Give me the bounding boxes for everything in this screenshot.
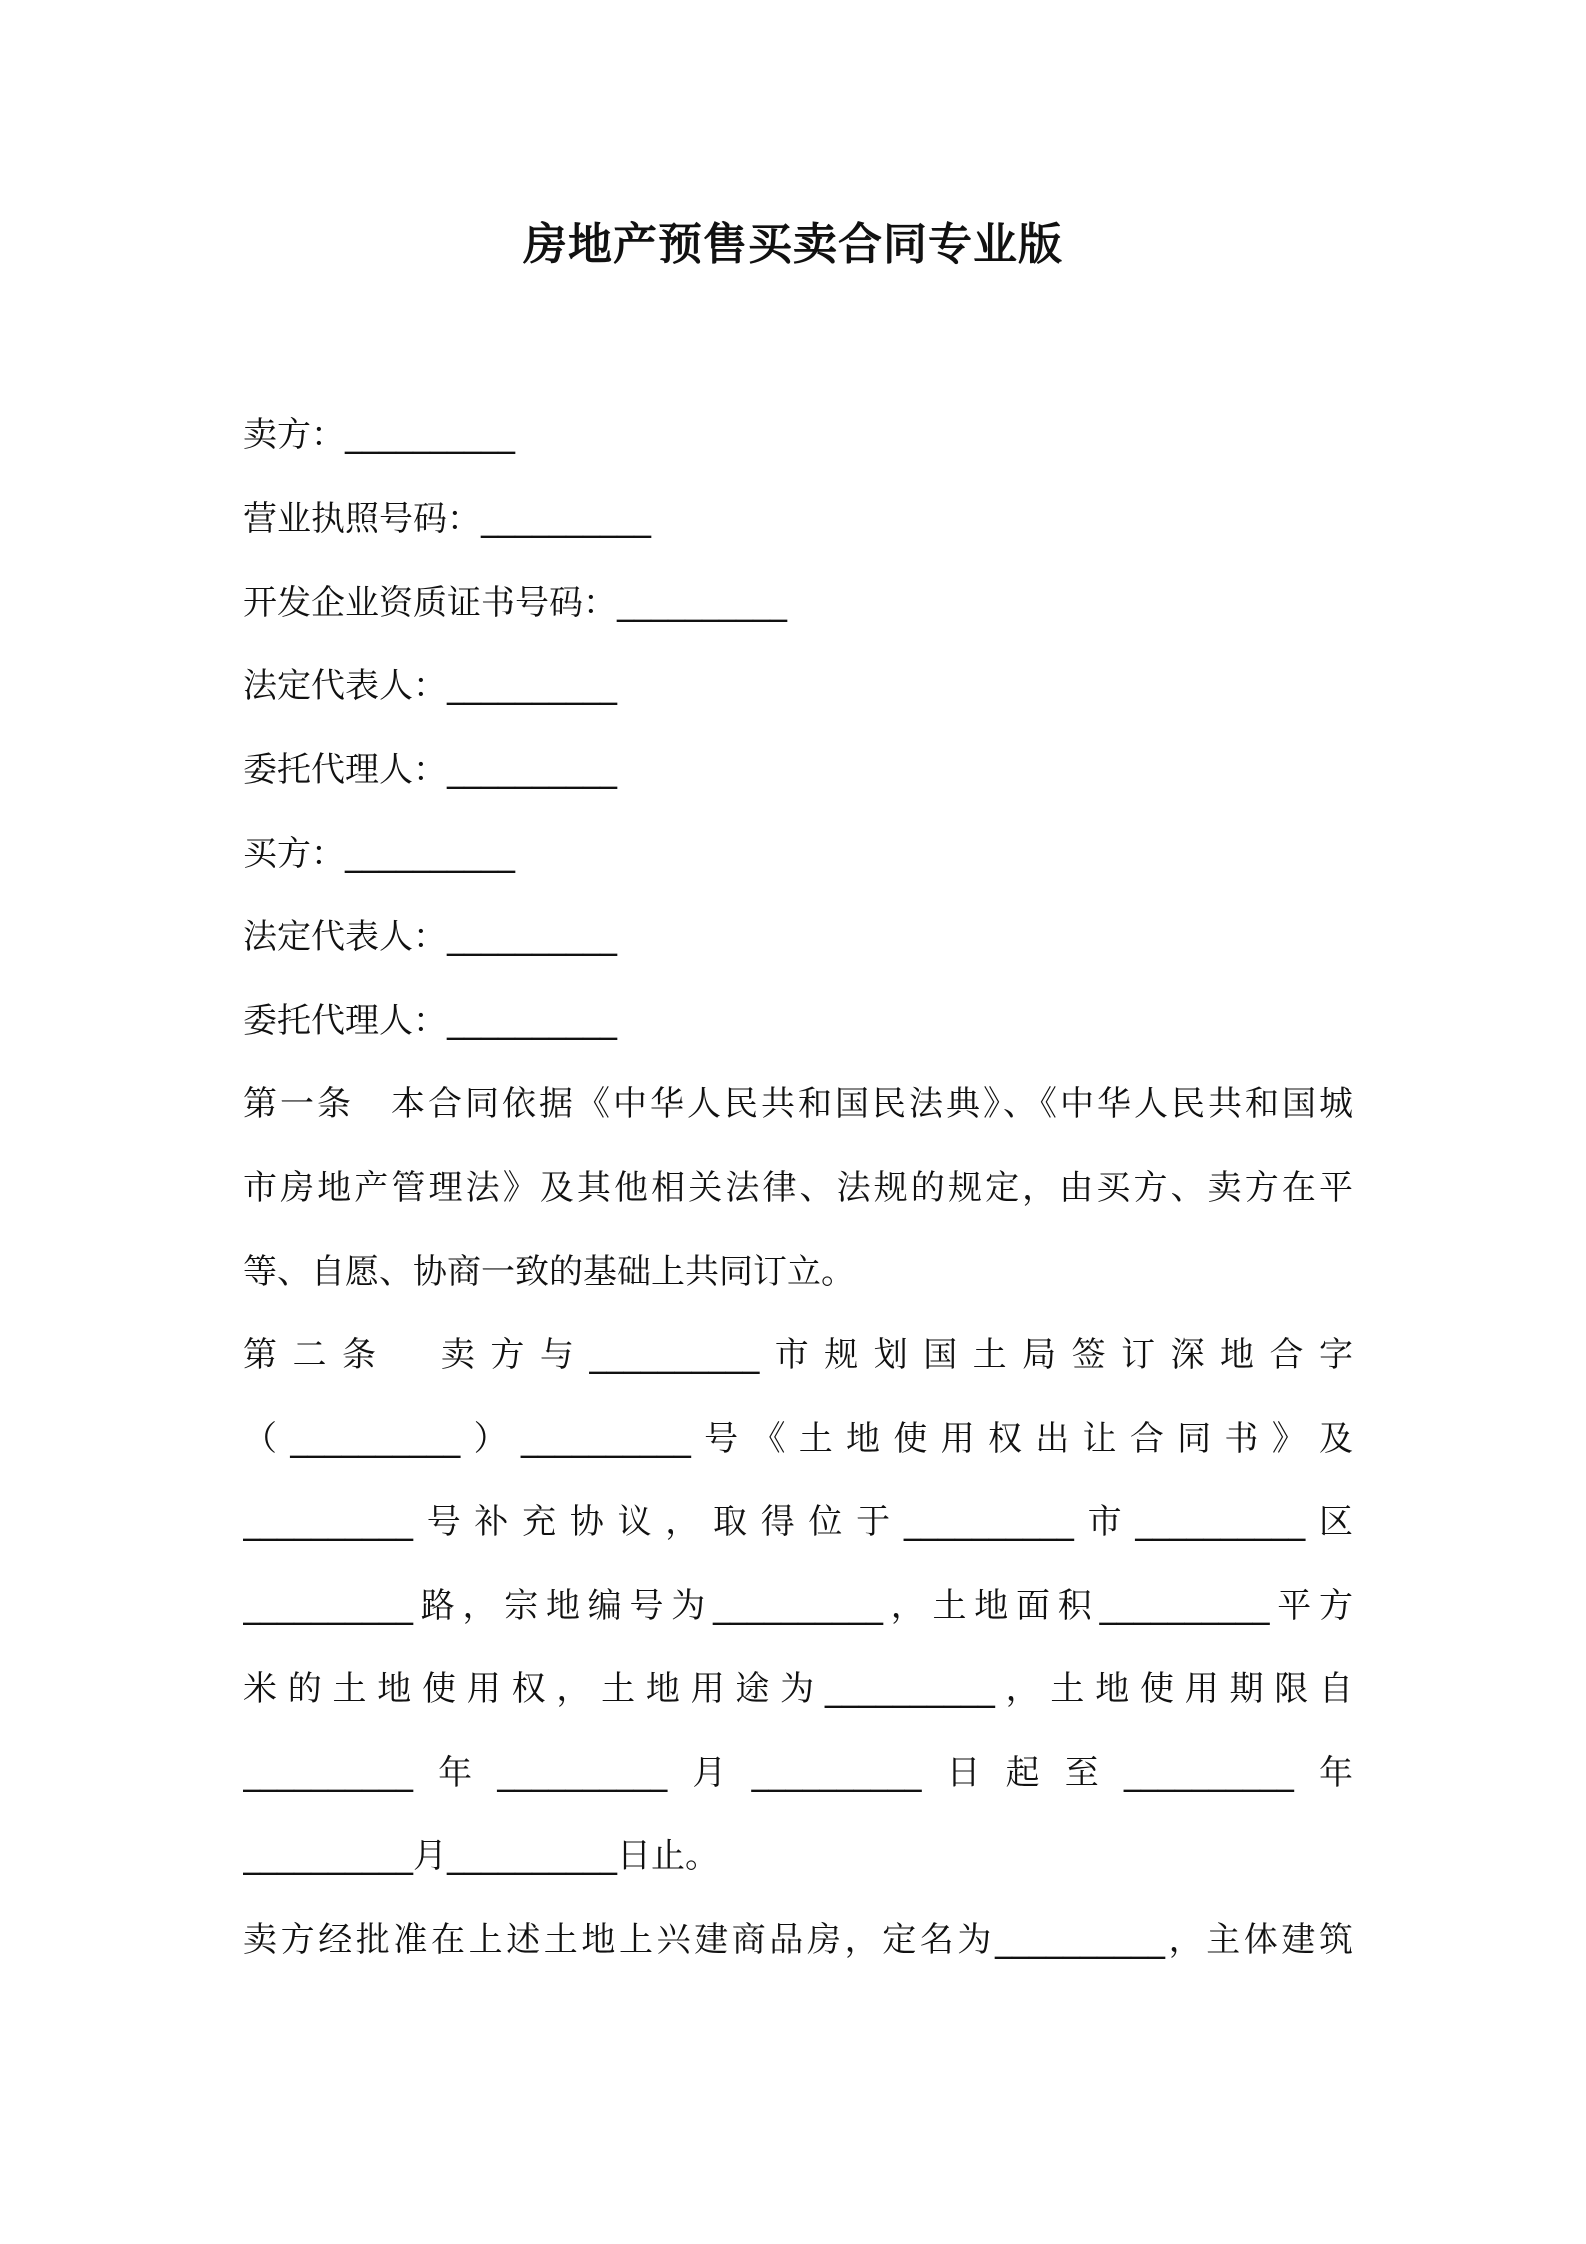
seller-legal-representative-field: 法定代表人：__________ — [243, 666, 617, 706]
article-2-line-2: （__________）__________号《土地使用权出让合同书》及 — [243, 1419, 1353, 1459]
buyer-field: 买方：__________ — [243, 834, 515, 874]
document-title: 房地产预售买卖合同专业版 — [523, 219, 1063, 270]
article-2-line-5: 米的土地使用权，土地用途为__________，土地使用期限自 — [243, 1669, 1353, 1709]
article-1-line-1: 第一条 本合同依据《中华人民共和国民法典》、《中华人民共和国城 — [243, 1084, 1353, 1124]
qualification-certificate-field: 开发企业资质证书号码：__________ — [243, 583, 787, 623]
article-2-line-1: 第二条 卖方与__________市规划国土局签订深地合字 — [243, 1335, 1353, 1375]
buyer-agent-field: 委托代理人：__________ — [243, 1001, 617, 1041]
article-2-paragraph-2-line-1: 卖方经批准在上述土地上兴建商品房，定名为__________，主体建筑 — [243, 1920, 1353, 1960]
seller-field: 卖方：__________ — [243, 415, 515, 455]
article-1-line-2: 市房地产管理法》及其他相关法律、法规的规定，由买方、卖方在平 — [243, 1168, 1353, 1208]
seller-agent-field: 委托代理人：__________ — [243, 750, 617, 790]
article-2-line-3: __________号补充协议，取得位于__________市__________区 — [243, 1502, 1353, 1542]
business-license-field: 营业执照号码：__________ — [243, 499, 651, 539]
article-2-line-6: __________年__________月__________日起至__________年 — [243, 1753, 1353, 1793]
article-2-line-7: __________月__________日止。 — [243, 1836, 719, 1876]
buyer-legal-representative-field: 法定代表人：__________ — [243, 917, 617, 957]
article-1-line-3: 等、自愿、协商一致的基础上共同订立。 — [243, 1252, 855, 1292]
article-2-line-4: __________路，宗地编号为__________，土地面积__________平方 — [243, 1586, 1353, 1626]
